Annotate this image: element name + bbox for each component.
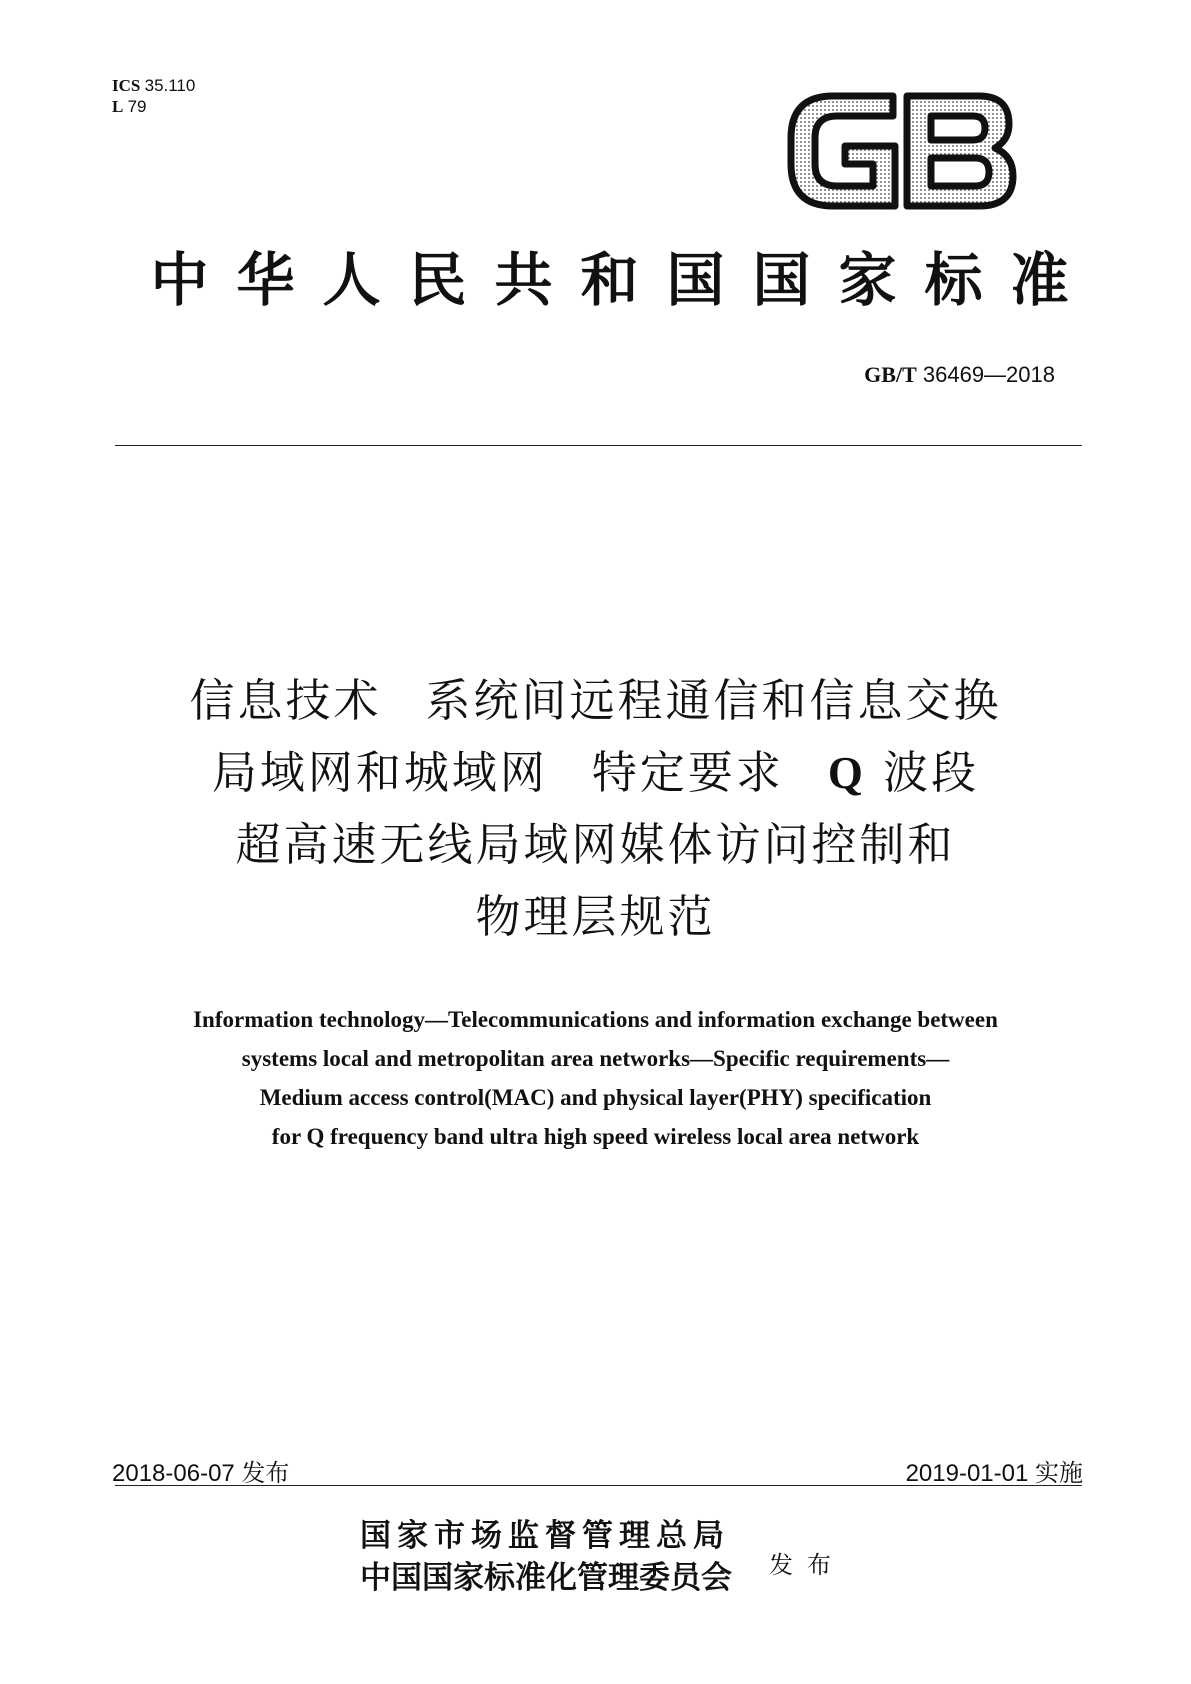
chinese-title <box>0 665 1191 953</box>
chinese-title-part: 波段 <box>883 746 980 799</box>
english-title-line-4: for Q frequency band ultra high speed wireless local area network <box>271 1124 920 1149</box>
implementation-date: 2019-01-01 实施 <box>905 1460 1083 1487</box>
english-title-line-2: systems local and metropolitan area networks—Specific requirements— <box>241 1046 950 1071</box>
ics-label: ICS <box>112 76 141 95</box>
chinese-title-line-3: 超高速无线局域网媒体访问控制和 <box>235 818 956 871</box>
issuing-authorities <box>360 1515 732 1599</box>
gb-logo <box>783 88 1019 214</box>
chinese-title-line-1 <box>0 665 1191 737</box>
bottom-divider <box>115 1485 1082 1486</box>
gb-logo-g-shape <box>791 96 895 206</box>
document-category-title: 中华人民共和国国家标准 <box>150 246 1097 314</box>
english-title-line-3: Medium access control(MAC) and physical layer(PHY) specification <box>259 1085 932 1110</box>
chinese-title-part: 系统间远程通信和信息交换 <box>425 674 1002 727</box>
chinese-title-part: 信息技术 <box>189 674 382 727</box>
chinese-title-part: 特定要求 <box>591 746 784 799</box>
chinese-title-line-4: 物理层规范 <box>475 890 716 943</box>
ccs-code: 79 <box>127 97 147 116</box>
english-title <box>0 1000 1191 1156</box>
issuer-sac: 中国国家标准化管理委员会 <box>360 1560 732 1596</box>
gb-logo-b-shape <box>907 96 1013 206</box>
chinese-title-line-2 <box>0 737 1191 809</box>
issuer-samr: 国家市场监督管理总局 <box>360 1518 730 1554</box>
standard-prefix: GB/T <box>864 362 917 387</box>
ccs-label: L <box>112 97 124 116</box>
issue-label: 发布 <box>769 1551 845 1579</box>
top-divider <box>115 445 1082 446</box>
ccs-classification <box>112 97 147 117</box>
standard-number <box>864 362 1055 388</box>
ics-classification <box>112 76 195 96</box>
standard-code: 36469—2018 <box>922 362 1055 387</box>
chinese-title-part: Q <box>827 748 866 798</box>
english-title-line-1: Information technology—Telecommunications and information exchange between <box>193 1007 998 1032</box>
chinese-title-part: 局域网和城域网 <box>211 746 548 799</box>
ics-code: 35.110 <box>144 76 196 95</box>
release-date: 2018-06-07 发布 <box>112 1460 290 1487</box>
